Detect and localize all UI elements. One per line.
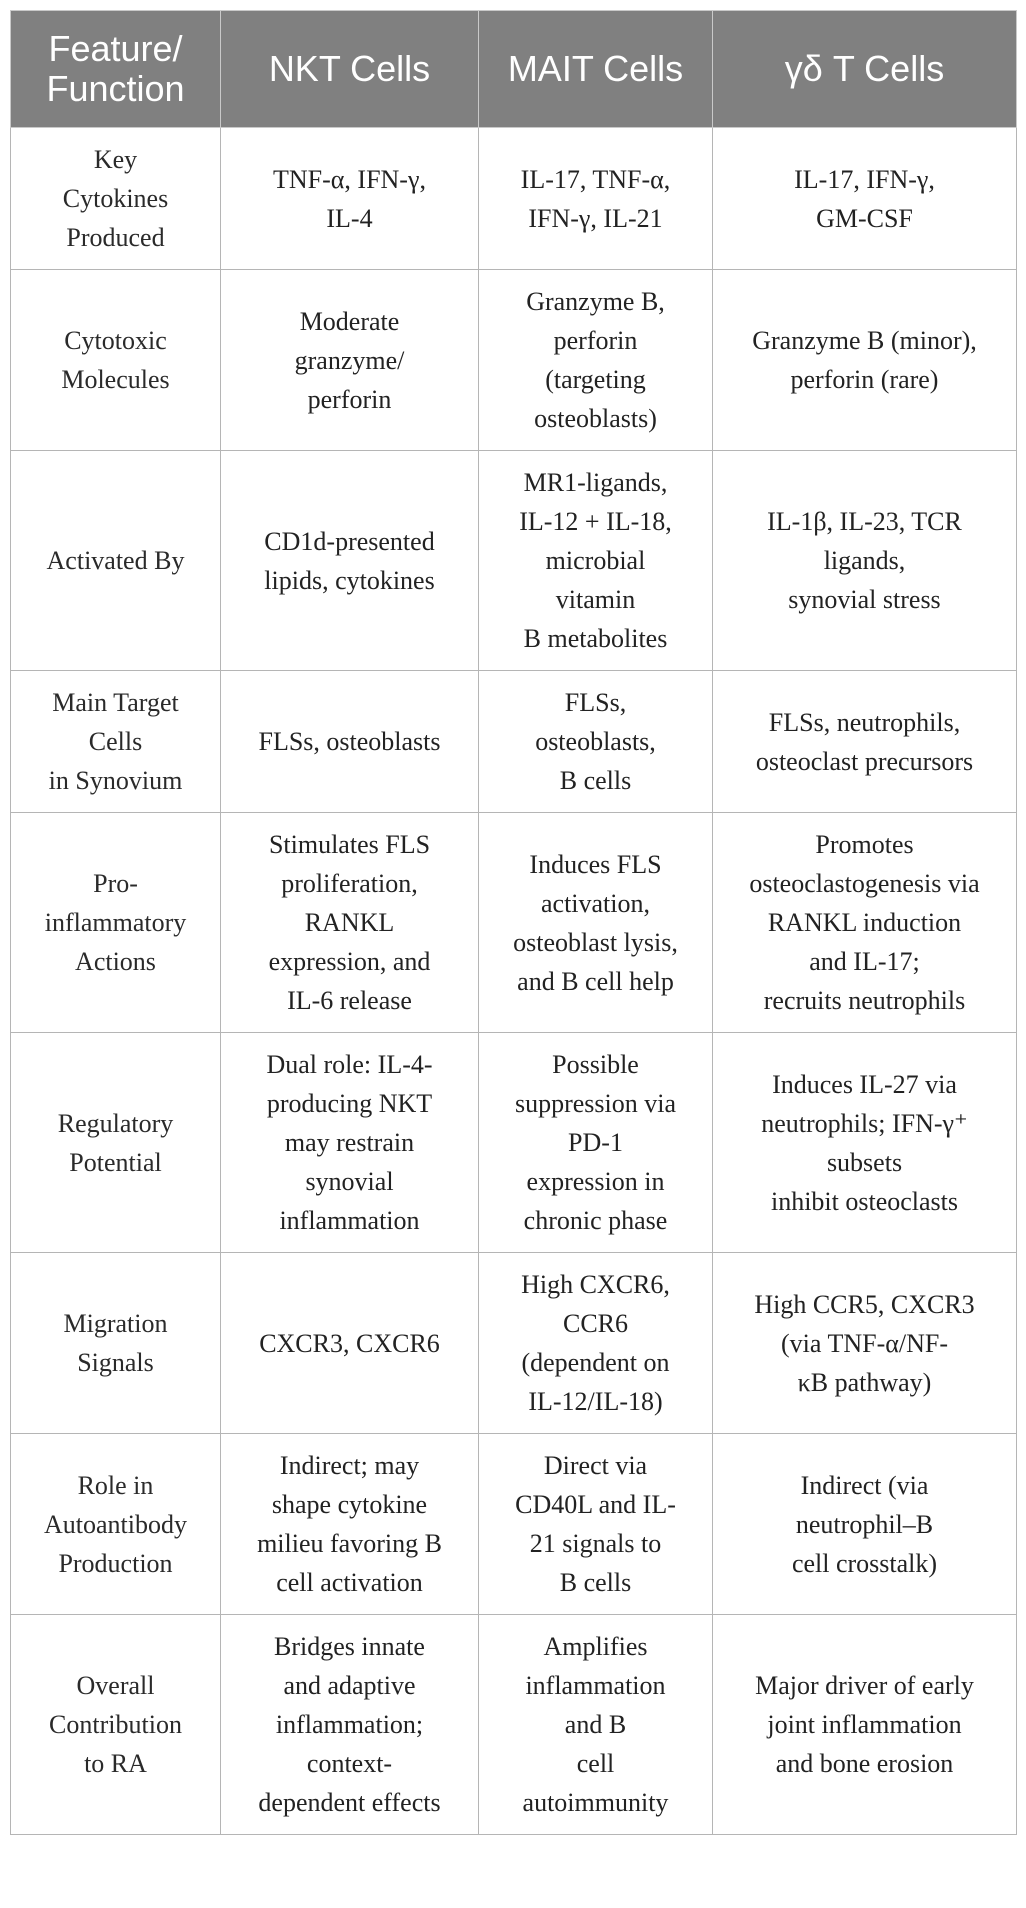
- cell-line: producing NKT: [266, 1089, 433, 1118]
- gamma-delta-cell: [713, 451, 1017, 671]
- cell-line: IL-17, TNF-α,: [520, 164, 671, 194]
- mait-cell: [479, 1033, 713, 1253]
- cell-line: suppression via: [514, 1089, 677, 1118]
- table-row: [11, 813, 1017, 1033]
- mait-cell: [479, 1615, 713, 1835]
- cell-line: cell crosstalk): [791, 1548, 938, 1578]
- cell-line: Role in: [77, 1470, 154, 1500]
- cell-line: Granzyme B,: [526, 287, 665, 316]
- cell-line: and bone erosion: [775, 1749, 954, 1778]
- cell-line: IL-12 + IL-18,: [519, 507, 672, 536]
- cell-line: and B: [564, 1710, 627, 1739]
- cell-line: Overall: [76, 1671, 155, 1700]
- cell-line: TNF-α, IFN-γ,: [273, 164, 426, 194]
- cell-line: activation,: [540, 888, 650, 918]
- feature-cell: [11, 1033, 221, 1253]
- cell-line: Produced: [66, 223, 165, 252]
- nkt-cell: [221, 813, 479, 1033]
- cell-line: proliferation,: [281, 869, 418, 898]
- cell-line: granzyme/: [294, 345, 405, 375]
- cell-line: IL-4: [326, 203, 373, 233]
- cell-line: Actions: [75, 947, 156, 976]
- feature-cell: [11, 671, 221, 813]
- mait-cell: [479, 671, 713, 813]
- cell-line: Moderate: [299, 306, 400, 336]
- nkt-cell: [221, 128, 479, 270]
- feature-cell: [11, 1253, 221, 1434]
- cell-line: Cytotoxic: [64, 326, 167, 355]
- gamma-delta-cell: [713, 128, 1017, 270]
- cell-line: FLSs, osteoblasts: [258, 727, 441, 756]
- table-header: [11, 11, 1017, 128]
- cell-line: in Synovium: [48, 766, 183, 795]
- cell-line: Direct via: [543, 1451, 648, 1480]
- cell-line: CD40L and IL-: [515, 1490, 676, 1519]
- cell-line: MR1-ligands,: [523, 468, 668, 497]
- table-row: [11, 451, 1017, 671]
- cell-line: B metabolites: [523, 624, 668, 653]
- cell-line: Promotes: [815, 830, 914, 859]
- cell-line: Induces FLS: [529, 849, 662, 879]
- cell-line: synovial stress: [788, 585, 941, 614]
- nkt-cell: [221, 1033, 479, 1253]
- cell-line: Key: [93, 145, 138, 174]
- cell-line: joint inflammation: [767, 1710, 962, 1739]
- cell-line: IL-17, IFN-γ,: [794, 164, 935, 194]
- nkt-cell: [221, 270, 479, 451]
- cell-line: context-: [306, 1749, 393, 1778]
- cell-line: PD-1: [568, 1128, 623, 1157]
- cell-line: B cells: [559, 766, 632, 795]
- cell-line: RANKL induction: [767, 908, 962, 937]
- nkt-cell: [221, 1253, 479, 1434]
- nkt-cell: [221, 671, 479, 813]
- table-row: [11, 128, 1017, 270]
- cell-line: RANKL: [304, 908, 395, 937]
- cell-line: subsets: [826, 1147, 903, 1177]
- header-line: Feature/: [48, 28, 183, 69]
- cell-line: osteoclastogenesis via: [749, 869, 980, 898]
- cell-line: chronic phase: [523, 1206, 668, 1235]
- cell-line: Cytokines: [62, 184, 169, 213]
- cell-line: Autoantibody: [44, 1509, 187, 1539]
- cell-line: perforin: [307, 384, 392, 414]
- cell-line: Contribution: [49, 1710, 182, 1739]
- header-nkt-cells: NKT Cells: [221, 11, 479, 128]
- cell-line: Dual role: IL-4-: [266, 1050, 433, 1079]
- cell-line: High CCR5, CXCR3: [754, 1289, 975, 1319]
- cell-line: perforin: [553, 326, 638, 355]
- mait-cell: [479, 1253, 713, 1434]
- cell-line: and B cell help: [517, 966, 674, 996]
- header-line: Function: [46, 68, 185, 109]
- mait-cell: [479, 128, 713, 270]
- gamma-delta-cell: [713, 813, 1017, 1033]
- cell-line: cell: [576, 1749, 615, 1778]
- cell-line: shape cytokine: [271, 1490, 428, 1519]
- cell-line: neutrophil–B: [795, 1509, 934, 1539]
- mait-cell: [479, 451, 713, 671]
- cell-line: Activated By: [46, 546, 185, 575]
- header-mait-cells: MAIT Cells: [479, 11, 713, 128]
- cell-line: may restrain: [284, 1128, 415, 1157]
- cell-line: inflammatory: [44, 908, 187, 937]
- cell-line: Amplifies: [543, 1632, 648, 1661]
- cell-line: inflammation;: [275, 1710, 424, 1739]
- cell-line: Major driver of early: [755, 1671, 974, 1700]
- cell-line: IL-1β, IL-23, TCR: [767, 507, 962, 536]
- cell-line: recruits neutrophils: [763, 986, 966, 1015]
- table-row: [11, 1253, 1017, 1434]
- header-gamma-delta-t-cells: γδ T Cells: [713, 11, 1017, 128]
- gamma-delta-cell: [713, 1033, 1017, 1253]
- cell-line: osteoblasts): [534, 404, 657, 433]
- comparison-table: [10, 10, 1017, 1835]
- gamma-delta-cell: [713, 1253, 1017, 1434]
- cell-line: GM-CSF: [816, 203, 913, 233]
- table-row: [11, 1615, 1017, 1835]
- cell-line: and adaptive: [283, 1671, 416, 1700]
- cell-line: IL-6 release: [287, 986, 412, 1015]
- cell-line: (via TNF-α/NF-: [781, 1328, 948, 1358]
- cell-line: Regulatory: [57, 1108, 174, 1138]
- table-row: [11, 671, 1017, 813]
- cell-line: Possible: [552, 1050, 639, 1079]
- cell-line: ligands,: [823, 546, 906, 575]
- cell-line: Potential: [69, 1147, 162, 1177]
- mait-cell: [479, 270, 713, 451]
- cell-line: Indirect; may: [279, 1451, 420, 1480]
- nkt-cell: [221, 451, 479, 671]
- header-feature-function: [11, 11, 221, 128]
- cell-line: inflammation: [279, 1206, 420, 1235]
- cell-line: CD1d-presented: [264, 526, 435, 556]
- cell-line: expression in: [526, 1167, 665, 1196]
- nkt-cell: [221, 1615, 479, 1835]
- cell-line: (targeting: [545, 365, 646, 394]
- table-row: [11, 1434, 1017, 1615]
- gamma-delta-cell: [713, 270, 1017, 451]
- feature-cell: [11, 451, 221, 671]
- cell-line: Bridges innate: [274, 1632, 425, 1661]
- cell-line: FLSs, neutrophils,: [768, 707, 961, 737]
- feature-cell: [11, 1615, 221, 1835]
- cell-line: CCR6: [562, 1309, 629, 1338]
- gamma-delta-cell: [713, 1434, 1017, 1615]
- cell-line: synovial: [305, 1167, 394, 1196]
- nkt-cell: [221, 1434, 479, 1615]
- cell-line: vitamin: [555, 585, 636, 614]
- cell-line: Induces IL-27 via: [772, 1069, 957, 1099]
- cell-line: expression, and: [268, 947, 431, 976]
- comparison-table-container: [10, 10, 1016, 1835]
- header-row: [11, 11, 1017, 128]
- cell-line: Migration: [63, 1309, 168, 1338]
- cell-line: to RA: [84, 1749, 147, 1778]
- cell-line: lipids, cytokines: [264, 565, 435, 595]
- cell-line: FLSs,: [564, 688, 627, 717]
- cell-line: Granzyme B (minor),: [752, 326, 977, 355]
- gamma-delta-cell: [713, 1615, 1017, 1835]
- table-body: [11, 128, 1017, 1835]
- feature-cell: [11, 813, 221, 1033]
- cell-line: and IL-17;: [809, 947, 920, 976]
- cell-line: osteoclast precursors: [755, 746, 974, 776]
- cell-line: osteoblast lysis,: [513, 927, 678, 957]
- cell-line: inflammation: [525, 1671, 666, 1700]
- cell-line: κB pathway): [797, 1367, 932, 1397]
- cell-line: Cells: [88, 727, 143, 756]
- cell-line: IFN-γ, IL-21: [528, 203, 663, 233]
- cell-line: Production: [58, 1548, 173, 1578]
- cell-line: 21 signals to: [529, 1529, 662, 1558]
- cell-line: milieu favoring B: [257, 1529, 442, 1558]
- mait-cell: [479, 813, 713, 1033]
- cell-line: Pro-: [93, 869, 138, 898]
- cell-line: High CXCR6,: [521, 1270, 670, 1299]
- cell-line: neutrophils; IFN-γ⁺: [761, 1108, 968, 1138]
- cell-line: (dependent on: [521, 1348, 670, 1377]
- table-row: [11, 270, 1017, 451]
- cell-line: cell activation: [276, 1568, 423, 1597]
- cell-line: Main Target: [52, 688, 179, 717]
- cell-line: dependent effects: [258, 1788, 441, 1817]
- cell-line: CXCR3, CXCR6: [259, 1328, 440, 1358]
- cell-line: B cells: [559, 1568, 632, 1597]
- mait-cell: [479, 1434, 713, 1615]
- cell-line: Signals: [77, 1348, 154, 1377]
- feature-cell: [11, 270, 221, 451]
- table-row: [11, 1033, 1017, 1253]
- cell-line: inhibit osteoclasts: [770, 1186, 959, 1216]
- cell-line: microbial: [545, 546, 646, 575]
- cell-line: autoimmunity: [522, 1788, 669, 1817]
- cell-line: Stimulates FLS: [268, 830, 431, 859]
- gamma-delta-cell: [713, 671, 1017, 813]
- cell-line: Molecules: [61, 365, 170, 394]
- cell-line: IL-12/IL-18): [528, 1387, 663, 1416]
- feature-cell: [11, 128, 221, 270]
- cell-line: perforin (rare): [790, 365, 939, 394]
- feature-cell: [11, 1434, 221, 1615]
- cell-line: Indirect (via: [800, 1470, 929, 1500]
- cell-line: osteoblasts,: [535, 727, 656, 756]
